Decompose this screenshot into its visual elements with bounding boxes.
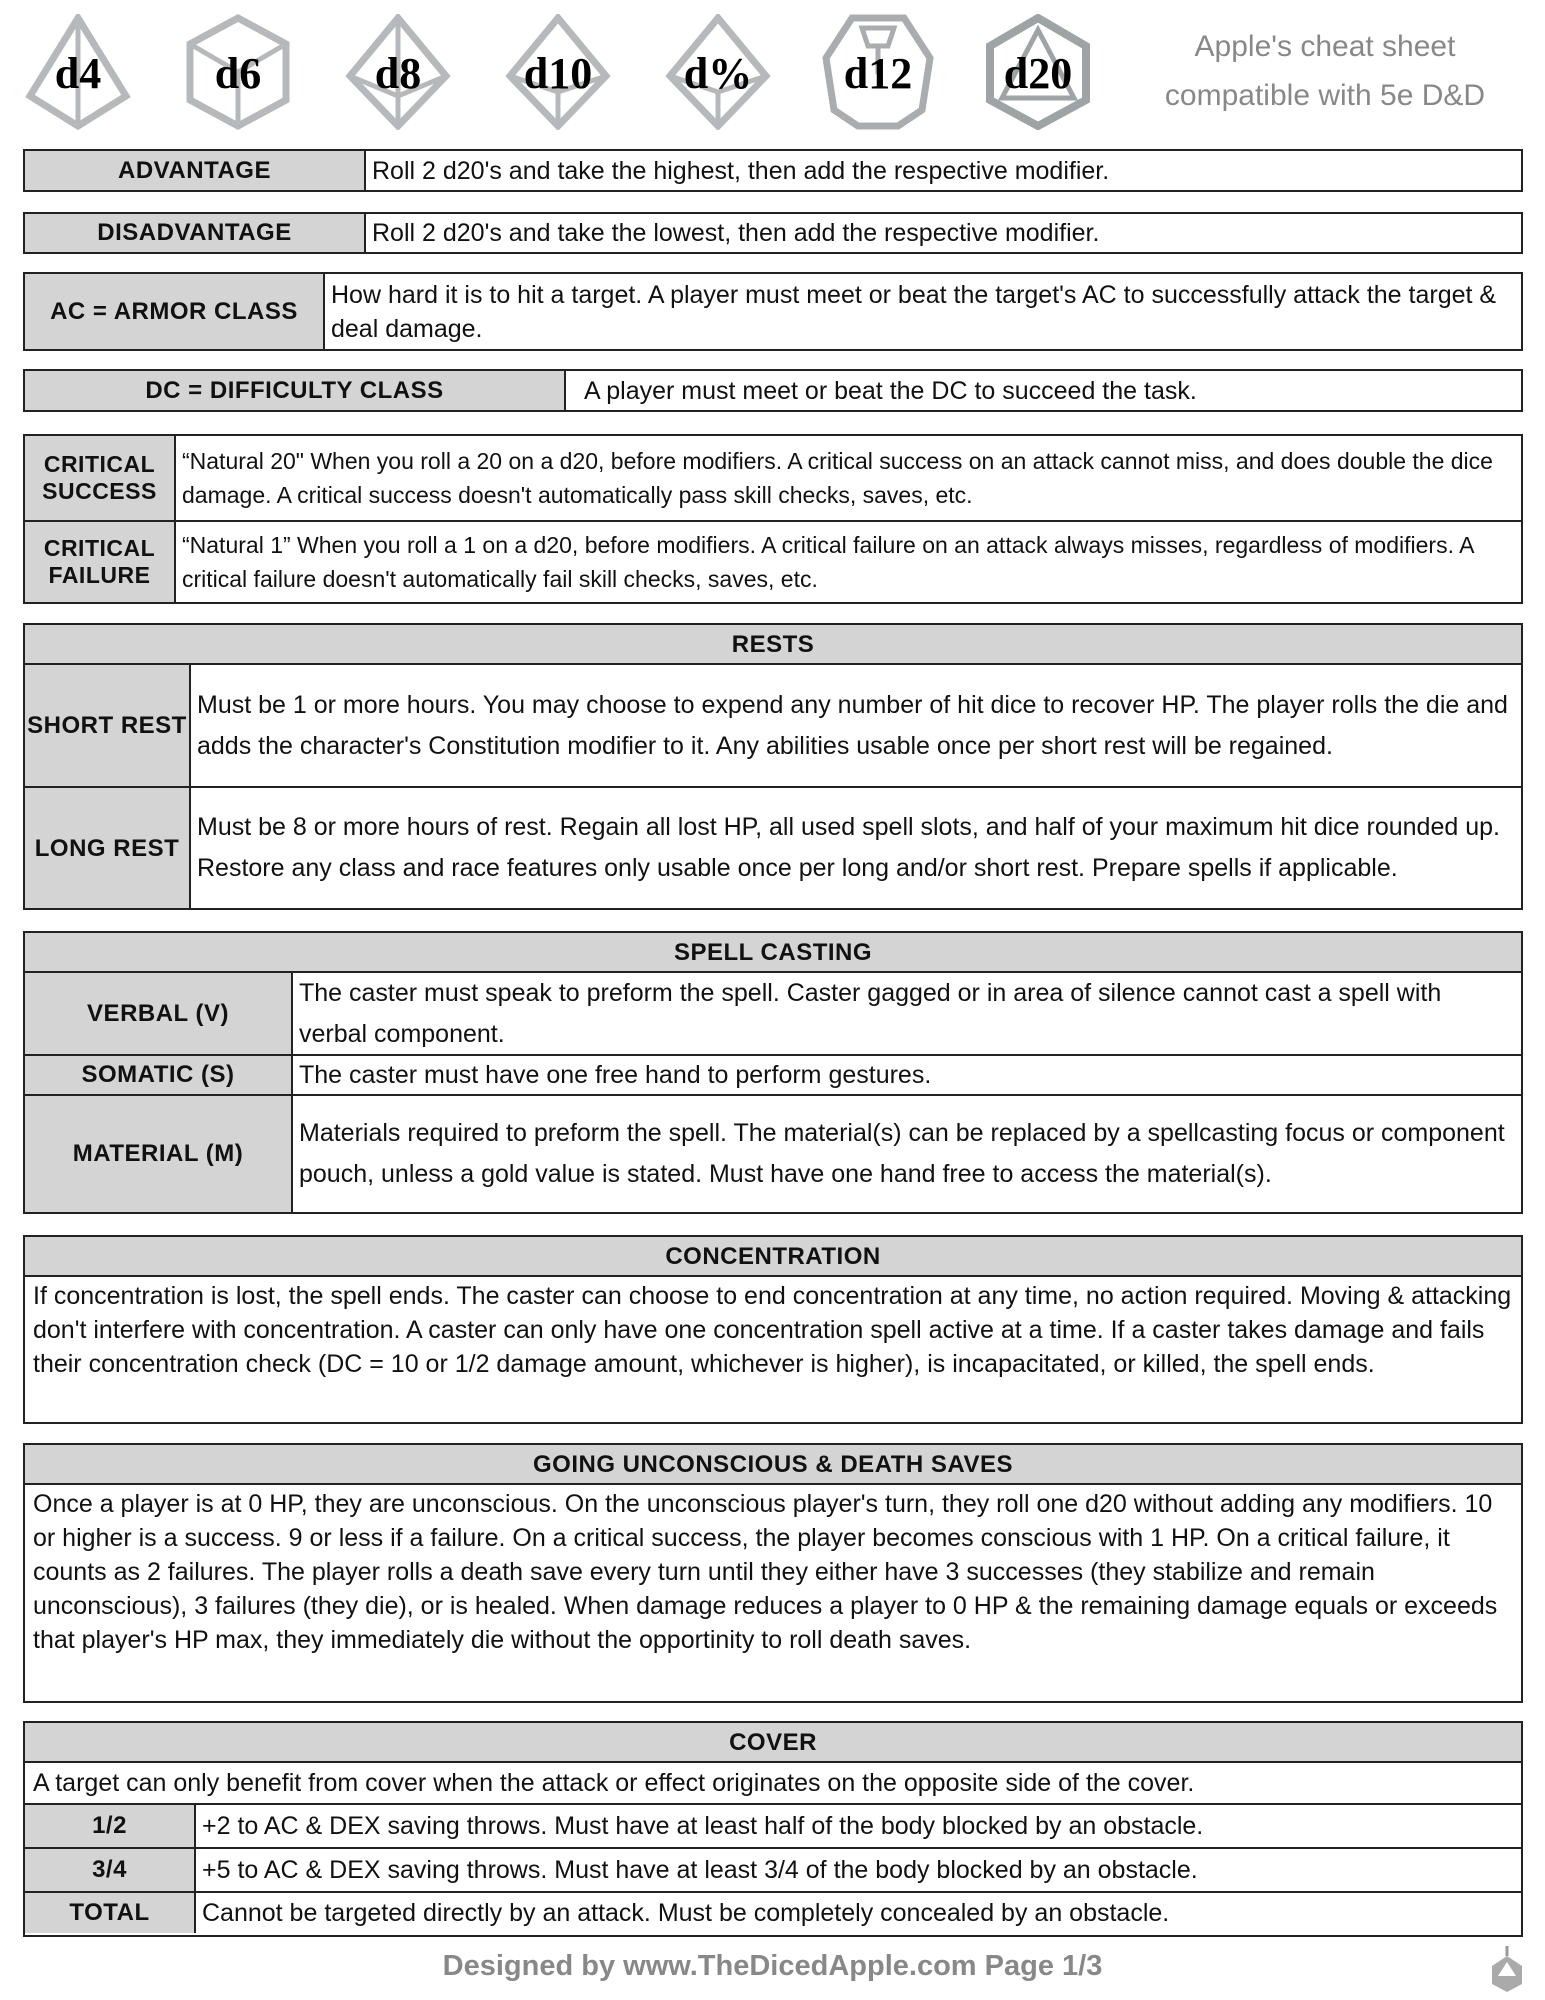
critical-failure-label: CRITICAL FAILURE xyxy=(25,522,176,602)
somatic-label: SOMATIC (S) xyxy=(25,1056,293,1094)
d-percent-icon: d% xyxy=(662,14,774,130)
concentration-text: If concentration is lost, the spell ends. The caster can choose to end concentration at any time, no action required. Moving & attacking don't interfere with concentration. A caster can only have one concentration spell active at a time. If a caster takes damage and fails their concentration check (DC = 10 or 1/2 damage amount, whichever is higher), is incapacitated, or killed, the spell ends. xyxy=(33,1282,1512,1378)
unconscious-text: Once a player is at 0 HP, they are unconscious. On the unconscious player's turn, they roll one d20 without adding any modifiers. 10 or higher is a success. 9 or less if a failure. On a critical success, the player becomes conscious with 1 HP. On a critical failure, it counts as 2 failures. The player rolls a death save every turn until they either have 3 successes (they stabilize and remain unconscious), 3 failures (they die), or is healed. When damage reduces a player to 0 HP & the remaining damage equals or exceeds that player's HP max, they immediately die without the opportinity to roll death saves. xyxy=(33,1490,1498,1654)
critical-failure-text: “Natural 1” When you roll a 1 on a d20, before modifiers. A critical failure on an attack always misses, regardless of modifiers. A critical failure doesn't automatically fail skill checks, saves, etc. xyxy=(182,532,1474,592)
d12-icon: d12 xyxy=(822,14,934,130)
spell-casting-header: SPELL CASTING xyxy=(25,933,1521,973)
concentration-header: CONCENTRATION xyxy=(25,1237,1521,1277)
cover-header: COVER xyxy=(25,1723,1521,1763)
half-cover-label: 1/2 xyxy=(25,1805,196,1847)
short-rest-label: SHORT REST xyxy=(25,665,191,786)
dc-text: A player must meet or beat the DC to succeed the task. xyxy=(584,376,1197,405)
footer-credit: Designed by www.TheDicedApple.com Page 1/3 xyxy=(442,1950,1103,1982)
material-text: Materials required to preform the spell. The material(s) can be replaced by a spellcasting focus or component pouch, unless a gold value is stated. Must have one hand free to access the material(s). xyxy=(299,1119,1505,1188)
advantage-label: ADVANTAGE xyxy=(25,151,366,190)
d20-icon: d20 xyxy=(982,14,1094,130)
spell-casting-table xyxy=(23,931,1523,1214)
long-rest-text: Must be 8 or more hours of rest. Regain all lost HP, all used spell slots, and half of your maximum hit dice rounded up. Restore any class and race features only usable once per long and/or short rest. Prepare spells if applicable. xyxy=(197,813,1500,882)
critical-success-label: CRITICAL SUCCESS xyxy=(25,436,176,520)
three-quarter-cover-label: 3/4 xyxy=(25,1849,196,1891)
material-label: MATERIAL (M) xyxy=(25,1096,293,1212)
unconscious-table xyxy=(23,1443,1523,1703)
diced-apple-logo-icon xyxy=(1490,1944,1524,1999)
ac-label: AC = ARMOR CLASS xyxy=(25,274,325,349)
d6-icon: d6 xyxy=(182,14,294,130)
d4-icon: d4 xyxy=(22,14,134,130)
d8-icon: d8 xyxy=(342,14,454,130)
advantage-row xyxy=(23,149,1523,192)
rests-table xyxy=(23,623,1523,910)
unconscious-header: GOING UNCONSCIOUS & DEATH SAVES xyxy=(25,1445,1521,1485)
disadvantage-label: DISADVANTAGE xyxy=(25,214,366,252)
somatic-text: The caster must have one free hand to perform gestures. xyxy=(299,1061,932,1089)
dice-header xyxy=(22,14,1094,130)
verbal-label: VERBAL (V) xyxy=(25,973,293,1054)
critical-success-text: “Natural 20" When you roll a 20 on a d20, before modifiers. A critical success on an attack cannot miss, and does double the dice damage. A critical success doesn't automatically pass skill checks, saves, etc. xyxy=(182,448,1493,508)
three-quarter-cover-text: +5 to AC & DEX saving throws. Must have at least 3/4 of the body blocked by an obstacle. xyxy=(202,1856,1198,1884)
total-cover-text: Cannot be targeted directly by an attack. Must be completely concealed by an obstacle. xyxy=(202,1899,1170,1927)
disadvantage-row xyxy=(23,212,1523,254)
short-rest-text: Must be 1 or more hours. You may choose to expend any number of hit dice to recover HP. The player rolls the die and adds the character's Constitution modifier to it. Any abilities usable once per short rest will be regained. xyxy=(197,690,1508,760)
cover-intro: A target can only benefit from cover when the attack or effect originates on the opposite side of the cover. xyxy=(33,1769,1195,1797)
verbal-text: The caster must speak to preform the spell. Caster gagged or in area of silence cannot cast a spell with verbal component. xyxy=(299,978,1442,1048)
dc-row xyxy=(23,369,1523,412)
ac-text: How hard it is to hit a target. A player must meet or beat the target's AC to successfully attack the target & deal damage. xyxy=(331,280,1497,343)
dc-label: DC = DIFFICULTY CLASS xyxy=(25,371,566,410)
half-cover-text: +2 to AC & DEX saving throws. Must have at least half of the body blocked by an obstacle. xyxy=(202,1812,1204,1840)
long-rest-label: LONG REST xyxy=(25,788,191,908)
sheet-title: Apple's cheat sheet compatible with 5e D&D xyxy=(1164,30,1486,112)
concentration-table xyxy=(23,1235,1523,1424)
rests-header: RESTS xyxy=(25,625,1521,665)
disadvantage-text: Roll 2 d20's and take the lowest, then add the respective modifier. xyxy=(372,219,1100,247)
ac-row xyxy=(23,272,1523,351)
advantage-text: Roll 2 d20's and take the highest, then add the respective modifier. xyxy=(372,156,1110,185)
d10-icon: d10 xyxy=(502,14,614,130)
cover-table xyxy=(23,1721,1523,1937)
critical-table xyxy=(23,434,1523,604)
total-cover-label: TOTAL xyxy=(25,1893,196,1933)
